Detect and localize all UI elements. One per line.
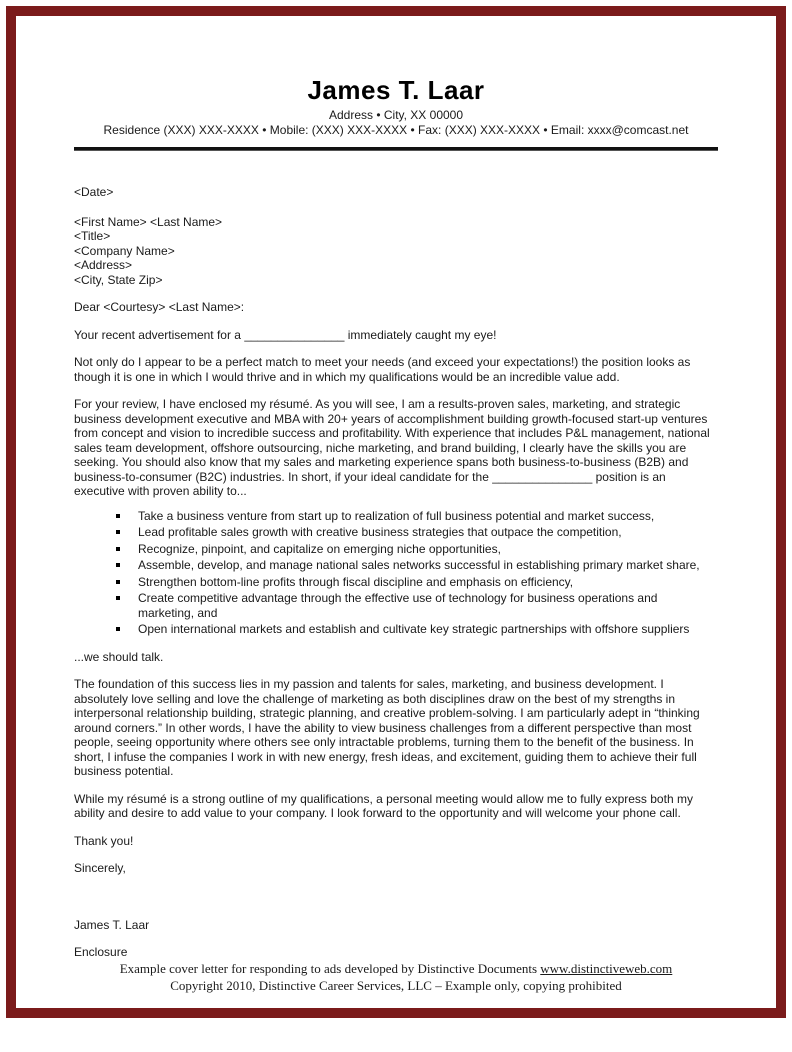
- footer-copyright-line: Copyright 2010, Distinctive Career Services, LLC – Example only, copying prohibited: [170, 977, 622, 993]
- recipient-line: <Company Name>: [74, 243, 175, 258]
- letter-body: [74, 151, 718, 960]
- footer-website-link[interactable]: www.distinctiveweb.com: [540, 960, 673, 976]
- contact-address: Address • City, XX 00000: [328, 108, 464, 122]
- bullet-item: Assemble, develop, and manage national sales networks successful in establishing primary market share,: [116, 558, 710, 573]
- bullet-item: Strengthen bottom-line profits through fiscal discipline and emphasis on efficiency,: [116, 575, 710, 590]
- recipient-block: [74, 215, 718, 288]
- recipient-line: <Title>: [74, 229, 111, 243]
- paragraph-review: For your review, I have enclosed my résumé. As you will see, I am a results-proven sales, marketing, and strategic business development executive and MBA with 20+ years of accomplishment building growth-focused start-up ventures from concept and vision to incredible success and profitability. With experience that includes P&L management, national sales team development, offshore outsourcing, niche marketing, and brand building, I clearly have the skills you are seeking. You should also know that my sales and marketing experience spans both business-to-business (B2B) and business-to-consumer (B2C) industries. In short, if your ideal candidate for the _______________ position is an executive with proven ability to...: [74, 397, 710, 498]
- thank-you-line: Thank you!: [74, 833, 134, 848]
- bullet-item: Recognize, pinpoint, and capitalize on emerging niche opportunities,: [116, 542, 710, 557]
- recipient-line: <City, State Zip>: [74, 272, 163, 287]
- salutation: Dear <Courtesy> <Last Name>:: [74, 300, 245, 314]
- bullet-item: Lead profitable sales growth with creative business strategies that outpace the competition,: [116, 525, 710, 540]
- paragraph-meeting: While my résumé is a strong outline of my qualifications, a personal meeting would allow me to fully express both my ability and desire to add value to your company. I look forward to the opportunity and will welcome your phone call.: [74, 791, 693, 820]
- paragraph-foundation: The foundation of this success lies in my passion and talents for sales, marketing, and business development. I absolutely love selling and love the challenge of marketing as both disciplines draw on the best of my strengths in interpersonal relationship building, strategic planning, and creative problem-solving. I am particularly adept in “thinking around corners.” In other words, I have the ability to view business challenges from a different perspective than most people, seeing opportunity where others see only intractable problems, turning them to the benefit of the business. In short, I infuse the companies I work in with new energy, fresh ideas, and excitement, guiding them to achieve their full business potential.: [74, 677, 700, 778]
- opening-line: Your recent advertisement for a _______________ immediately caught my eye!: [74, 327, 497, 342]
- contact-name: James T. Laar: [307, 75, 485, 105]
- cover-letter-page: [6, 6, 786, 1018]
- closing-line: Sincerely,: [74, 861, 126, 875]
- contact-phone-email: Residence (XXX) XXX-XXXX • Mobile: (XXX) XXX-XXXX • Fax: (XXX) XXX-XXXX • Email: xxxx@comcast.net: [103, 123, 689, 137]
- bullet-item: Create competitive advantage through the effective use of technology for business operations and marketing, and: [116, 591, 710, 620]
- we-should-talk-line: ...we should talk.: [74, 649, 164, 664]
- footer-credit-text: Example cover letter for responding to ads developed by Distinctive Documents: [119, 960, 541, 976]
- paragraph-match: Not only do I appear to be a perfect match to meet your needs (and exceed your expectations!) the position looks as though it is one in which I would thrive and in which my qualifications would be an incredible value add.: [74, 355, 691, 384]
- recipient-line: <Address>: [74, 258, 133, 272]
- footer-credit-line: [16, 960, 776, 977]
- document-footer: [16, 960, 776, 1052]
- enclosure-line: Enclosure: [74, 945, 128, 959]
- qualification-bullets: [116, 509, 710, 637]
- signature-name: James T. Laar: [74, 917, 150, 932]
- recipient-line: <First Name> <Last Name>: [74, 214, 223, 229]
- date-placeholder: <Date>: [74, 185, 114, 199]
- bullet-item: Open international markets and establish and cultivate key strategic partnerships with offshore suppliers: [116, 622, 710, 637]
- letterhead: [74, 16, 718, 138]
- bullet-item: Take a business venture from start up to realization of full business potential and market success,: [116, 509, 710, 524]
